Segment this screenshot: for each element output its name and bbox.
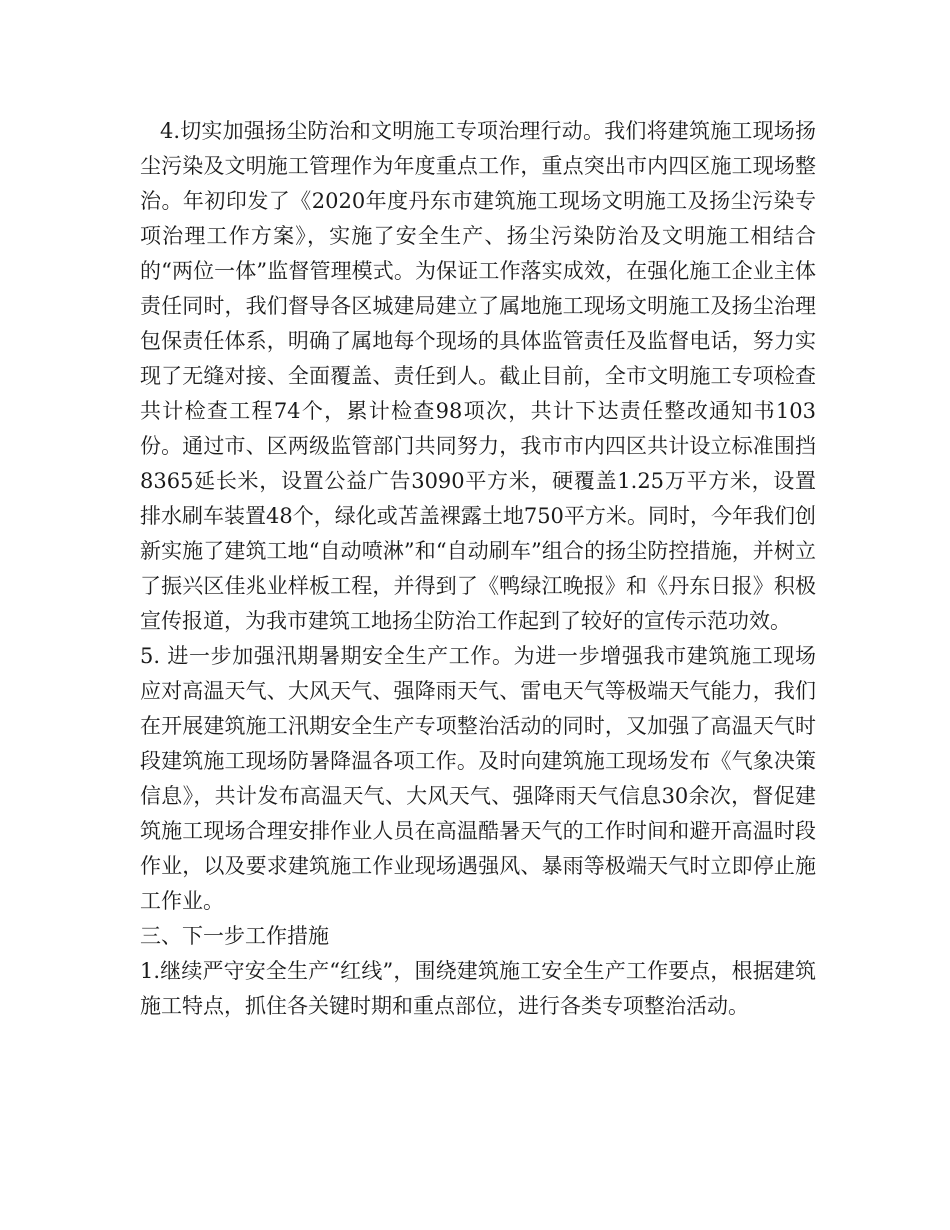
paragraph-item-4: 4.切实加强扬尘防治和文明施工专项治理行动。我们将建筑施工现场扬尘污染及文明施工管理作为年度重点工作，重点突出市内四区施工现场整治。年初印发了《2020年度丹东市建筑施工现场文明施工及扬尘污染专项治理工作方案》，实施了安全生产、扬尘污染防治及文明施工相结合的“两位一体”监督管理模式。为保证工作落实成效，在强化施工企业主体责任同时，我们督导各区城建局建立了属地施工现场文明施工及扬尘治理包保责任体系，明确了属地每个现场的具体监管责任及监督电话，努力实现了无缝对接、全面覆盖、责任到人。截止目前，全市文明施工专项检查共计检查工程74个，累计检查98项次，共计下达责任整改通知书103份。通过市、区两级监管部门共同努力，我市市内四区共计设立标准围挡8365延长米，设置公益广告3090平方米，硬覆盖1.25万平方米，设置排水刷车装置48个，绿化或苫盖裸露土地750平方米。同时，今年我们创新实施了建筑工地“自动喷淋”和“自动刷车”组合的扬尘防控措施，并树立了振兴区佳兆业样板工程，并得到了《鸭绿江晚报》和《丹东日报》积极宣传报道，为我市建筑工地扬尘防治工作起到了较好的宣传示范功效。 [140, 119, 816, 633]
paragraph-measure-1: 1.继续严守安全生产“红线”，围绕建筑施工安全生产工作要点，根据建筑施工特点，抓住各关键时期和重点部位，进行各类专项整治活动。 [140, 959, 816, 1018]
document-page [140, 114, 816, 1024]
section-heading: 三、下一步工作措施 [140, 924, 329, 948]
paragraph-item-5: 5. 进一步加强汛期暑期安全生产工作。为进一步增强我市建筑施工现场应对高温天气、大风天气、强降雨天气、雷电天气等极端天气能力，我们在开展建筑施工汛期安全生产专项整治活动的同时，又加强了高温天气时段建筑施工现场防暑降温各项工作。及时向建筑施工现场发布《气象决策信息》，共计发布高温天气、大风天气、强降雨天气信息30余次，督促建筑施工现场合理安排作业人员在高温酷暑天气的工作时间和避开高温时段作业，以及要求建筑施工作业现场遇强风、暴雨等极端天气时立即停止施工作业。 [140, 644, 816, 913]
